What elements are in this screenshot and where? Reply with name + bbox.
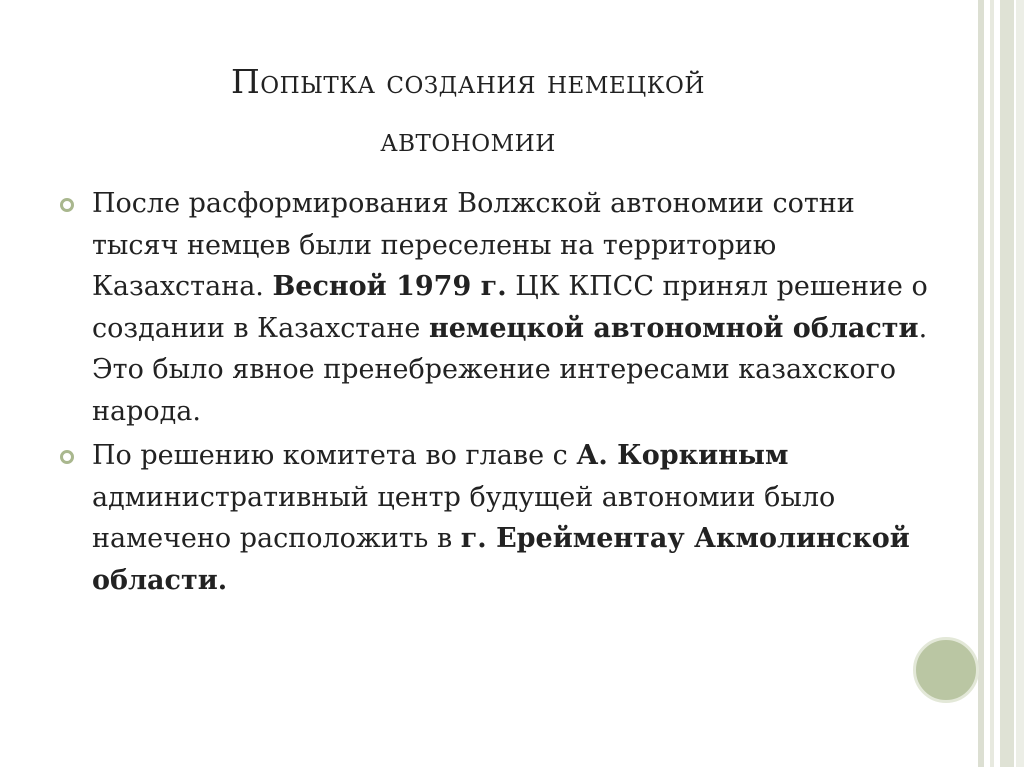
decor-stripe — [1016, 0, 1024, 767]
slide-title — [0, 53, 936, 169]
bullet-2-text: По решению комитета во главе с — [92, 440, 577, 471]
decor-stripe — [1000, 0, 1014, 767]
ring-bullet-icon — [60, 198, 74, 212]
bullet-1-emphasis-date: Весной 1979 г. — [272, 271, 507, 302]
bullet-item-1 — [57, 183, 947, 432]
bullet-2-emphasis-person: А. Коркиным — [576, 440, 789, 471]
slide-title-line-1: Попытка создания немецкой — [231, 62, 705, 101]
bullet-2-text-cont: административный центр будущей автономии было намечено расположить в — [92, 481, 836, 554]
bullet-1-text: После расформирования Волжской автономии сотни тысяч немцев были переселены на территорию Казахстана. — [92, 188, 855, 302]
bullet-1-text-end: . Это было явное пренебрежение интересами казахского народа. — [92, 312, 928, 427]
decor-circle — [913, 637, 979, 703]
slide-title-line-2: автономии — [380, 120, 556, 159]
decor-stripe — [990, 0, 994, 767]
bullet-1-emphasis-region: немецкой автономной области — [428, 312, 919, 344]
bullet-1-text-cont: ЦК КПСС принял решение о создании в Казахстане — [92, 271, 928, 344]
bullet-item-2 — [57, 435, 947, 601]
decor-stripe — [978, 0, 984, 767]
bullet-2-emphasis-place: г. Ерейментау Акмолинской области. — [92, 523, 910, 596]
bullet-list — [57, 183, 947, 601]
ring-bullet-icon — [60, 450, 74, 464]
